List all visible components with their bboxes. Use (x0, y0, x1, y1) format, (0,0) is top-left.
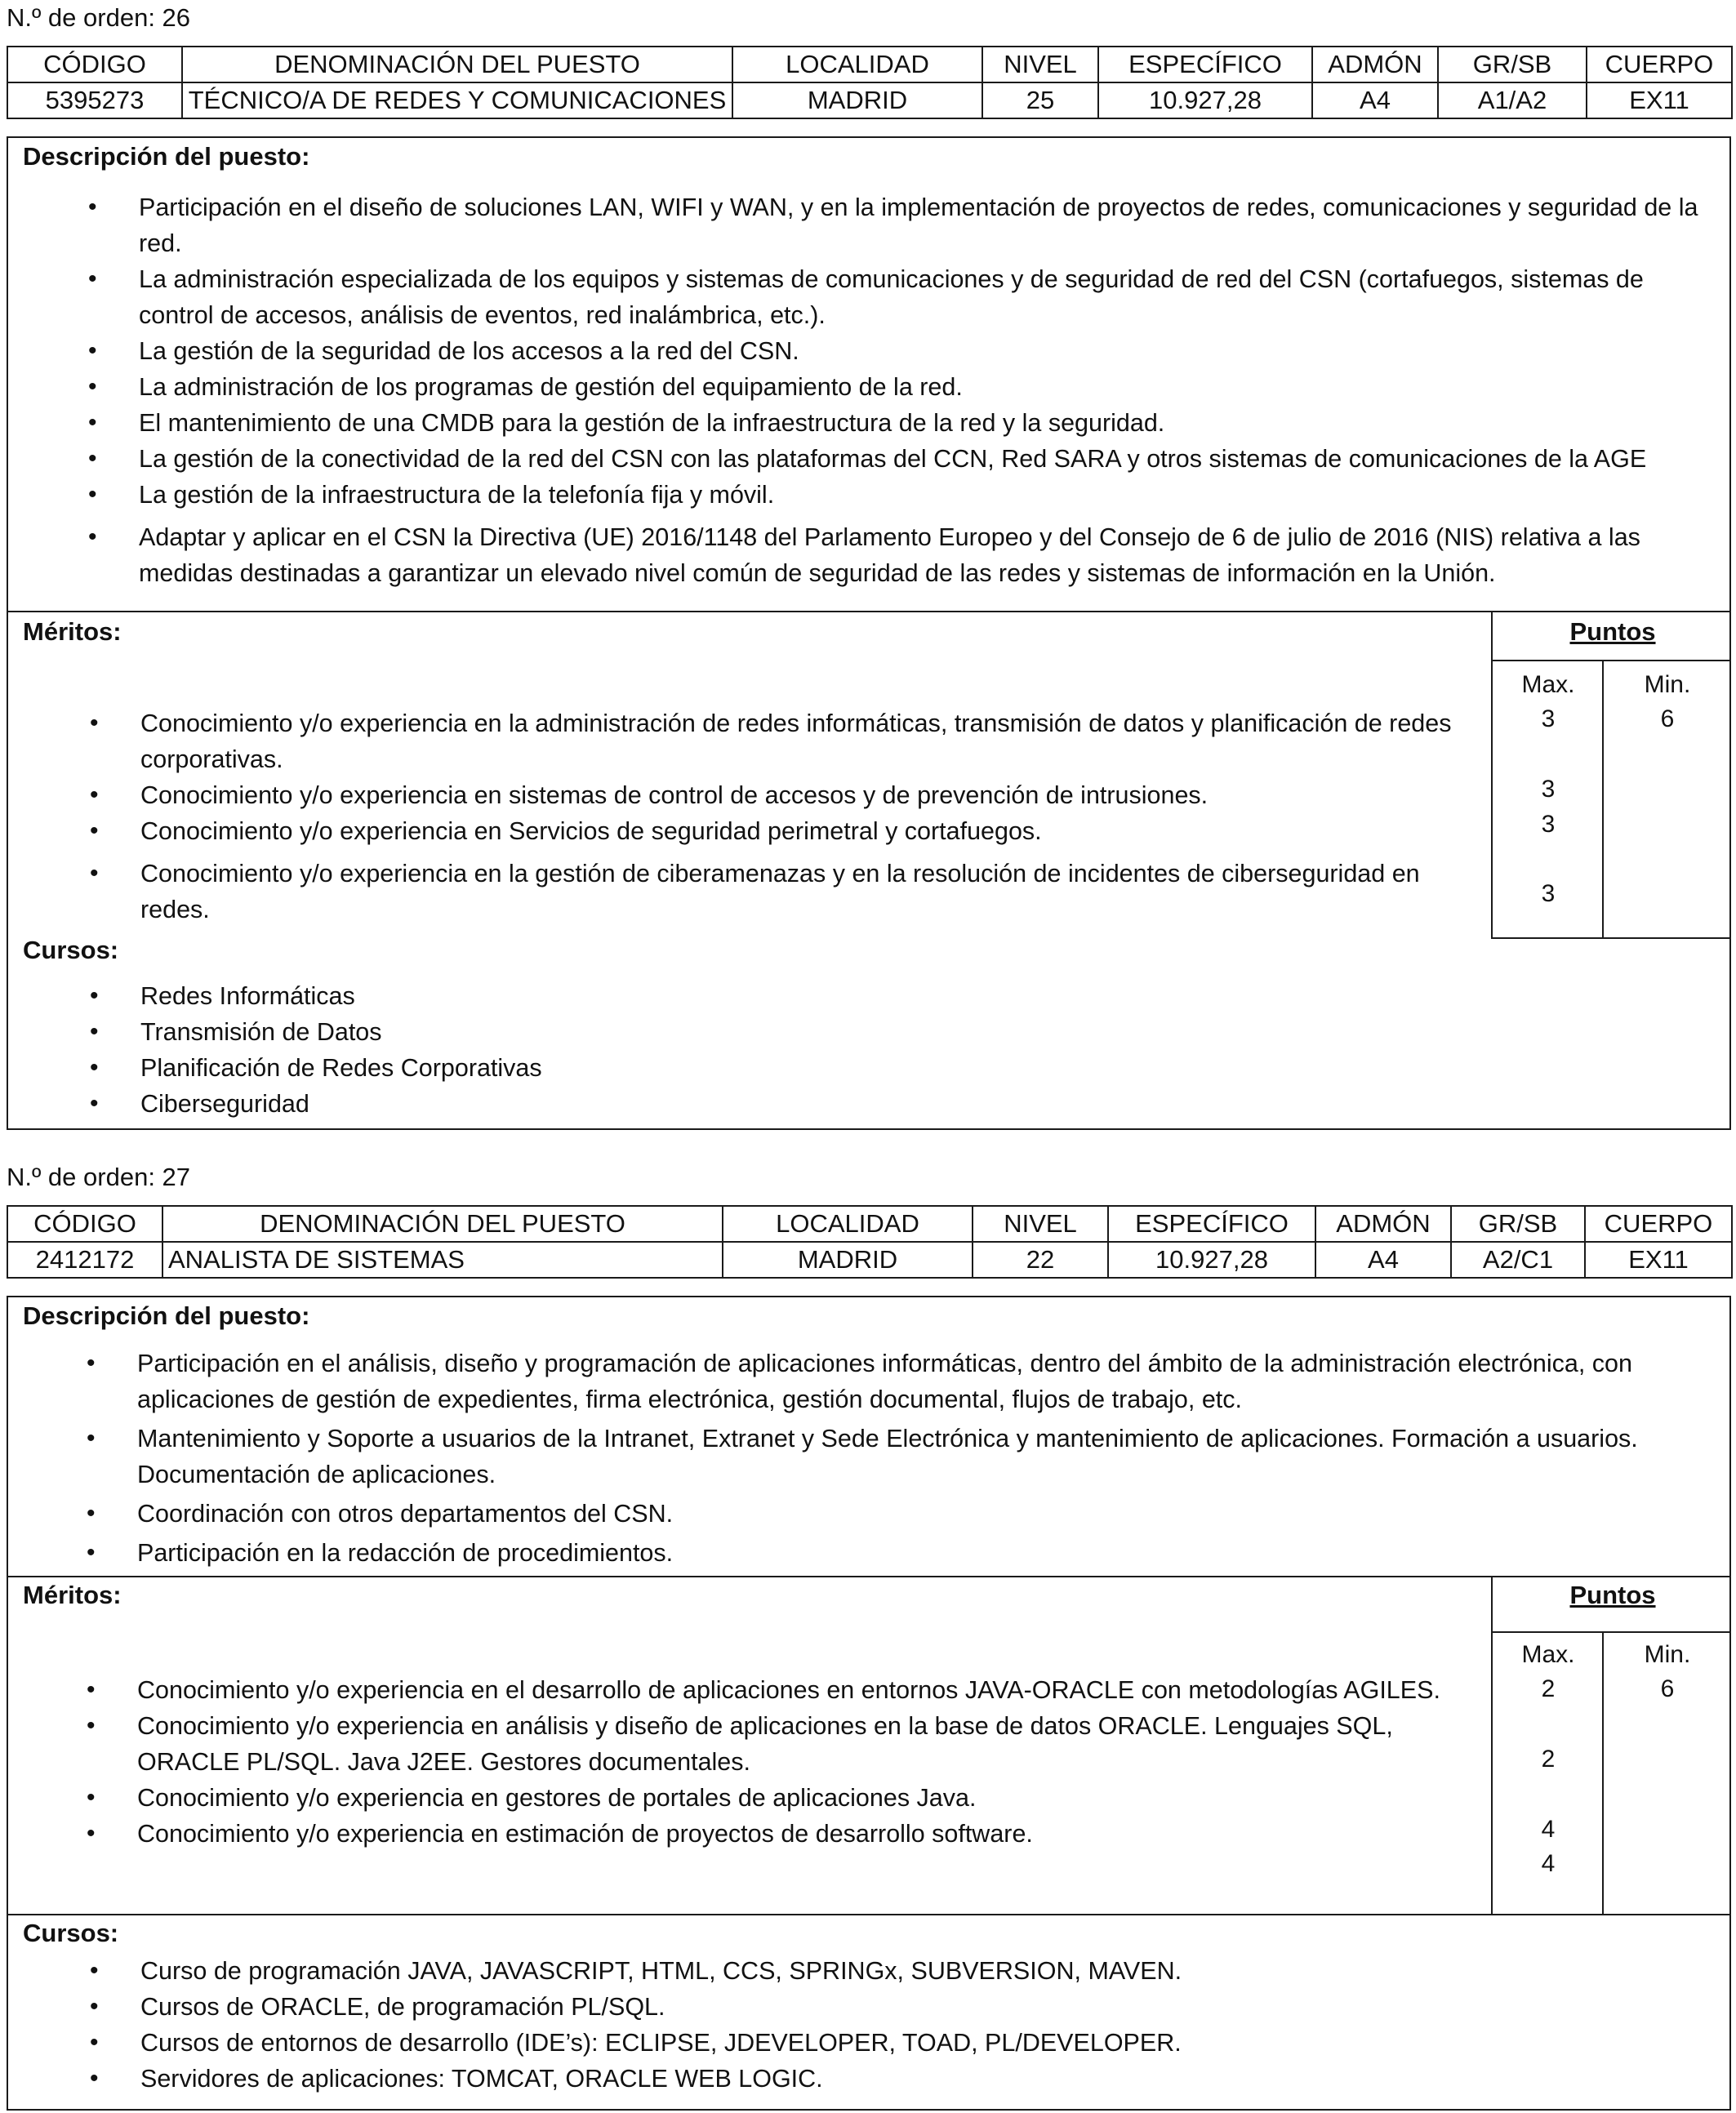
max-value: 3 (1541, 776, 1556, 803)
col-grsb: GR/SB (1451, 1206, 1585, 1242)
cell-especifico: 10.927,28 (1108, 1242, 1315, 1278)
max-value: 4 (1541, 1816, 1556, 1843)
meritos-list (140, 705, 1455, 927)
max-value: 2 (1541, 1746, 1556, 1773)
cursos-label: Cursos: (23, 936, 119, 964)
col-cuerpo: CUERPO (1585, 1206, 1732, 1242)
list-item: • Participación en la redacción de procedimientos. (137, 1535, 1689, 1571)
orden-number: N.º de orden: 26 (7, 3, 191, 32)
min-label: Min. (1644, 1641, 1691, 1668)
col-grsb: GR/SB (1438, 47, 1587, 82)
cell-nivel: 22 (973, 1242, 1108, 1278)
cursos-label: Cursos: (23, 1919, 119, 1947)
min-label: Min. (1644, 671, 1691, 698)
list-item: • Conocimiento y/o experiencia en sistemas de control de accesos y de prevención de intrusiones. (140, 777, 1455, 813)
col-especifico: ESPECÍFICO (1098, 47, 1312, 82)
descripcion-list (139, 189, 1715, 591)
cell-localidad: MADRID (732, 82, 982, 118)
puntos-divider-h (1491, 660, 1731, 661)
descripcion-list (137, 1346, 1689, 1571)
max-label: Max. (1521, 671, 1575, 698)
col-localidad: LOCALIDAD (723, 1206, 973, 1242)
list-item: • Conocimiento y/o experiencia en análisis y diseño de aplicaciones en la base de datos ORACLE. Lenguajes SQL, ORACLE PL/SQL. Java J2EE. Gestores documentales. (137, 1708, 1452, 1780)
col-especifico: ESPECÍFICO (1108, 1206, 1315, 1242)
col-localidad: LOCALIDAD (732, 47, 982, 82)
col-denominacion: DENOMINACIÓN DEL PUESTO (182, 47, 732, 82)
list-item: • La gestión de la conectividad de la red del CSN con las plataformas del CCN, Red SARA y otros sistemas de comunicaciones de la AGE (139, 441, 1715, 477)
list-item: • Ciberseguridad (140, 1086, 1692, 1122)
list-item: • Curso de programación JAVA, JAVASCRIPT, HTML, CCS, SPRINGx, SUBVERSION, MAVEN. (140, 1953, 1692, 1989)
cell-especifico: 10.927,28 (1098, 82, 1312, 118)
divider (7, 1576, 1731, 1577)
min-value: 6 (1660, 705, 1675, 732)
col-codigo: CÓDIGO (7, 1206, 162, 1242)
list-item: • Conocimiento y/o experiencia en la gestión de ciberamenazas y en la resolución de incidentes de ciberseguridad en redes. (140, 856, 1455, 927)
list-item: • La administración de los programas de gestión del equipamiento de la red. (139, 369, 1715, 405)
cell-grsb: A2/C1 (1451, 1242, 1585, 1278)
list-item: • La gestión de la seguridad de los accesos a la red del CSN. (139, 333, 1715, 369)
descripcion-label: Descripción del puesto: (23, 142, 310, 171)
list-item: • Transmisión de Datos (140, 1014, 1692, 1050)
list-item: • Mantenimiento y Soporte a usuarios de la Intranet, Extranet y Sede Electrónica y mantenimiento de aplicaciones. Formación a usuarios. Documentación de aplicaciones. (137, 1421, 1689, 1492)
meritos-list (137, 1672, 1452, 1852)
list-item: • Cursos de ORACLE, de programación PL/SQL. (140, 1989, 1692, 2025)
post-header-table (7, 46, 1733, 119)
list-item: • La administración especializada de los equipos y sistemas de comunicaciones y de seguridad de red del CSN (cortafuegos, sistemas de control de accesos, análisis de eventos, red inalámbrica, etc.). (139, 261, 1715, 333)
puntos-divider-bottom (1491, 937, 1731, 939)
list-item: • Servidores de aplicaciones: TOMCAT, ORACLE WEB LOGIC. (140, 2061, 1692, 2097)
puntos-divider-h (1491, 1631, 1731, 1633)
cell-localidad: MADRID (723, 1242, 973, 1278)
cell-denominacion: TÉCNICO/A DE REDES Y COMUNICACIONES (182, 82, 732, 118)
descripcion-label: Descripción del puesto: (23, 1301, 310, 1330)
max-value: 4 (1541, 1850, 1556, 1877)
puntos-header: Puntos (1569, 1581, 1656, 1609)
col-nivel: NIVEL (982, 47, 1098, 82)
list-item: • Conocimiento y/o experiencia en el desarrollo de aplicaciones en entornos JAVA-ORACLE con metodologías AGILES. (137, 1672, 1452, 1708)
list-item: • Conocimiento y/o experiencia en estimación de proyectos de desarrollo software. (137, 1816, 1452, 1852)
cell-admon: A4 (1312, 82, 1438, 118)
cell-admon: A4 (1315, 1242, 1451, 1278)
cell-cuerpo: EX11 (1587, 82, 1732, 118)
max-value: 3 (1541, 705, 1556, 732)
list-item: • Planificación de Redes Corporativas (140, 1050, 1692, 1086)
cell-grsb: A1/A2 (1438, 82, 1587, 118)
max-value: 3 (1541, 811, 1556, 838)
list-item: • Conocimiento y/o experiencia en la administración de redes informáticas, transmisión de datos y planificación de redes corporativas. (140, 705, 1455, 777)
cursos-list (140, 1953, 1692, 2097)
table-row (7, 82, 1732, 118)
list-item: • Participación en el diseño de soluciones LAN, WIFI y WAN, y en la implementación de proyectos de redes, comunicaciones y seguridad de la red. (139, 189, 1715, 261)
divider (7, 611, 1731, 612)
col-admon: ADMÓN (1312, 47, 1438, 82)
max-value: 2 (1541, 1675, 1556, 1702)
header-row (7, 1206, 1732, 1242)
header-row (7, 47, 1732, 82)
meritos-label: Méritos: (23, 1581, 122, 1609)
max-label: Max. (1521, 1641, 1575, 1668)
list-item: • La gestión de la infraestructura de la telefonía fija y móvil. (139, 477, 1715, 513)
cell-codigo: 2412172 (7, 1242, 162, 1278)
puntos-header: Puntos (1569, 617, 1656, 646)
col-admon: ADMÓN (1315, 1206, 1451, 1242)
cell-denominacion: ANALISTA DE SISTEMAS (162, 1242, 723, 1278)
post-header-table (7, 1205, 1733, 1279)
col-nivel: NIVEL (973, 1206, 1108, 1242)
col-denominacion: DENOMINACIÓN DEL PUESTO (162, 1206, 723, 1242)
list-item: • Conocimiento y/o experiencia en gestores de portales de aplicaciones Java. (137, 1780, 1452, 1816)
min-value: 6 (1660, 1675, 1675, 1702)
list-item: • Adaptar y aplicar en el CSN la Directiva (UE) 2016/1148 del Parlamento Europeo y del Consejo de 6 de julio de 2016 (NIS) relativa a las medidas destinadas a garantizar un elevado nivel común de seguridad de las redes y sistemas de información en la Unión. (139, 519, 1715, 591)
list-item: • Coordinación con otros departamentos del CSN. (137, 1496, 1689, 1532)
list-item: • Cursos de entornos de desarrollo (IDE’s): ECLIPSE, JDEVELOPER, TOAD, PL/DEVELOPER. (140, 2025, 1692, 2061)
col-codigo: CÓDIGO (7, 47, 182, 82)
cursos-list (140, 978, 1692, 1122)
list-item: • Participación en el análisis, diseño y programación de aplicaciones informáticas, dentro del ámbito de la administración electrónica, con aplicaciones de gestión de expedientes, firma electrónica, gestión documental, flujos de trabajo, etc. (137, 1346, 1689, 1417)
max-value: 3 (1541, 880, 1556, 907)
col-cuerpo: CUERPO (1587, 47, 1732, 82)
orden-number: N.º de orden: 27 (7, 1163, 191, 1191)
cell-codigo: 5395273 (7, 82, 182, 118)
list-item: • El mantenimiento de una CMDB para la gestión de la infraestructura de la red y la seguridad. (139, 405, 1715, 441)
list-item: • Redes Informáticas (140, 978, 1692, 1014)
cell-cuerpo: EX11 (1585, 1242, 1732, 1278)
cell-nivel: 25 (982, 82, 1098, 118)
divider (7, 1914, 1731, 1915)
list-item: • Conocimiento y/o experiencia en Servicios de seguridad perimetral y cortafuegos. (140, 813, 1455, 849)
table-row (7, 1242, 1732, 1278)
meritos-label: Méritos: (23, 617, 122, 646)
